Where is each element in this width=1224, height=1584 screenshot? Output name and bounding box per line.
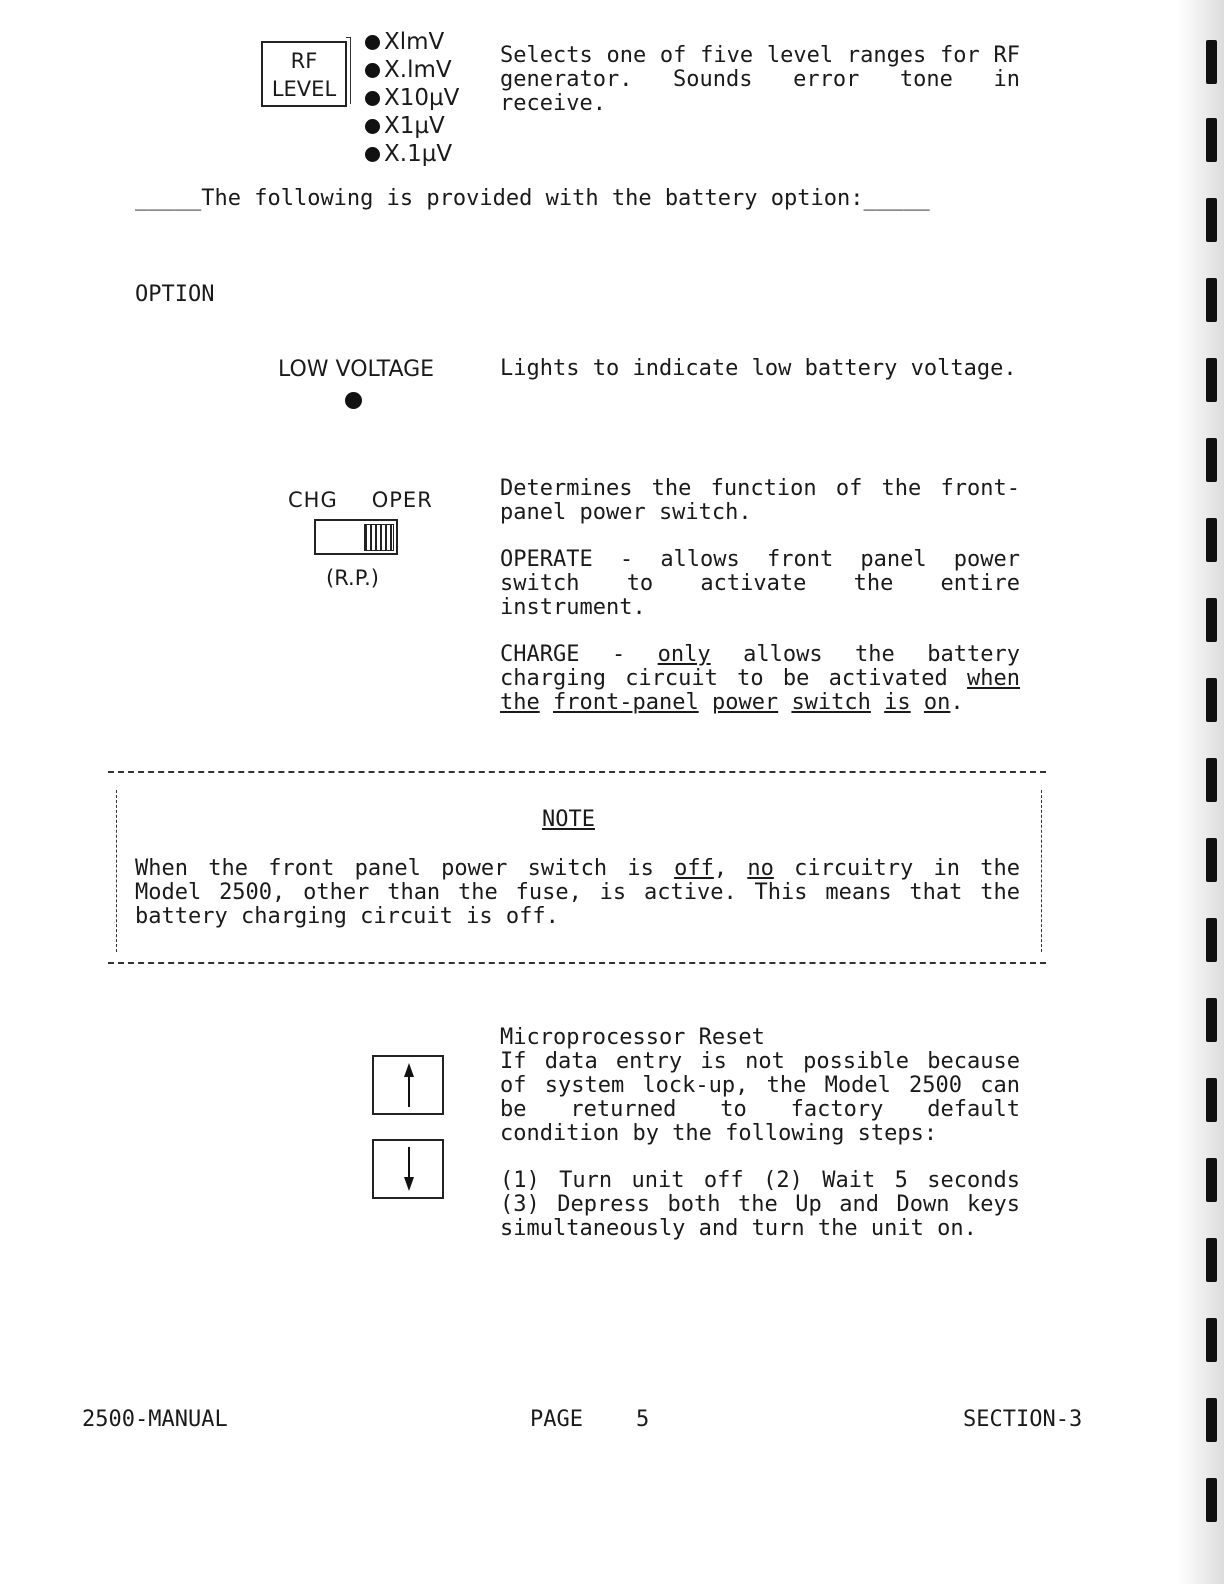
binding-mark <box>1206 40 1217 84</box>
up-arrow-icon <box>374 1057 442 1113</box>
heading-text: The following is provided with the battery option: <box>201 186 864 211</box>
binding-mark <box>1206 838 1217 882</box>
note-text-start: When the front panel power switch is <box>135 856 675 881</box>
binding-mark <box>1206 358 1217 402</box>
low-voltage-description-text: Lights to indicate low battery voltage. <box>500 356 1017 381</box>
chg-oper-charge <box>500 643 1020 715</box>
charge-end: . <box>950 690 964 715</box>
rf-range-item <box>365 84 459 112</box>
chg-oper-switch <box>314 519 398 555</box>
binding-mark <box>1206 518 1217 562</box>
binding-mark <box>1206 1158 1217 1202</box>
binding-mark <box>1206 678 1217 722</box>
low-voltage-indicator-icon <box>345 392 362 409</box>
battery-option-heading <box>135 187 930 211</box>
charge-underlined-word: power <box>711 690 779 715</box>
rf-range-item <box>365 112 459 140</box>
switch-knob-icon <box>364 524 394 551</box>
reset-body: If data entry is not possible because of system lock-up, the Model 2500 can be returned to factory default condition by the following steps: <box>500 1049 1020 1146</box>
indicator-dot-icon <box>365 63 380 78</box>
note-off-emphasis: off <box>674 856 714 881</box>
note-body <box>135 857 1020 929</box>
rf-range-label: X.lmV <box>384 57 452 83</box>
footer-section: SECTION-3 <box>963 1407 1083 1432</box>
binding-mark <box>1206 918 1217 962</box>
oper-label: OPER <box>371 488 433 512</box>
rf-range-label: X10µV <box>384 85 460 111</box>
rf-level-label-line1: RF <box>290 49 318 73</box>
charge-underlined-word: switch <box>791 690 871 715</box>
reset-steps: (1) Turn unit off (2) Wait 5 seconds (3) Depress both the Up and Down keys simultaneously and turn the unit on. <box>500 1168 1020 1241</box>
binding-mark <box>1206 1318 1217 1362</box>
charge-underlined-word: is <box>884 690 911 715</box>
footer-manual-name: 2500-MANUAL <box>82 1407 228 1432</box>
footer-page <box>530 1408 649 1432</box>
down-arrow-icon <box>374 1141 442 1197</box>
binding-mark <box>1206 118 1217 162</box>
binding-mark <box>1206 1478 1217 1522</box>
reset-title: Microprocessor Reset <box>500 1025 765 1050</box>
rf-range-label: X1µV <box>384 113 445 139</box>
low-voltage-description <box>500 357 1020 381</box>
note-title: NOTE <box>542 807 595 832</box>
up-key <box>372 1055 444 1115</box>
heading-trail-rule: _____ <box>863 186 930 211</box>
binding-mark <box>1206 1398 1217 1442</box>
rear-panel-label: (R.P.) <box>326 566 379 590</box>
charge-mid: allows the battery charging circuit to be activated <box>500 642 1020 691</box>
charge-underlined-word: on <box>923 690 951 715</box>
chg-label: CHG <box>288 488 338 512</box>
indicator-dot-icon <box>365 91 380 106</box>
binding-mark <box>1206 598 1217 642</box>
option-title: OPTION <box>135 282 215 307</box>
note-no-emphasis: no <box>747 856 774 881</box>
indicator-dot-icon <box>365 147 380 162</box>
binding-mark <box>1206 1238 1217 1282</box>
reset-description <box>500 1026 1020 1241</box>
note-box-right-border <box>1041 790 1042 952</box>
rf-range-item <box>365 56 459 84</box>
rf-range-label: XlmV <box>384 29 445 55</box>
chg-oper-intro: Determines the function of the front-panel power switch. <box>500 476 1020 525</box>
note-comma: , <box>713 856 748 881</box>
charge-prefix: CHARGE - <box>500 642 658 667</box>
note-box-left-border <box>116 790 117 952</box>
charge-only-emphasis: only <box>657 642 711 667</box>
low-voltage-label: LOW VOLTAGE <box>278 357 435 382</box>
note-box-top-border <box>108 771 1046 773</box>
rf-range-item <box>365 28 459 56</box>
binding-mark <box>1206 758 1217 802</box>
rf-range-label: X.1µV <box>384 141 453 167</box>
binding-mark <box>1206 438 1217 482</box>
binding-mark <box>1206 278 1217 322</box>
charge-underlined-word: when <box>967 666 1020 691</box>
indicator-dot-icon <box>365 35 380 50</box>
binding-mark <box>1206 198 1217 242</box>
indicator-dot-icon <box>365 119 380 134</box>
heading-lead-rule: _____ <box>135 186 202 211</box>
binding-mark <box>1206 1078 1217 1122</box>
note-box-bottom-border <box>108 962 1046 964</box>
page-label: PAGE <box>530 1407 583 1432</box>
rf-level-key <box>261 41 347 107</box>
chg-oper-labels <box>288 488 467 512</box>
down-key <box>372 1139 444 1199</box>
page-number: 5 <box>635 1407 650 1432</box>
rf-level-label-line2: LEVEL <box>271 77 337 101</box>
rf-level-description-text: Selects one of five level ranges for RF generator. Sounds error tone in receive. <box>500 43 1020 116</box>
note-text-end: circuitry in the Model 2500, other than the fuse, is active. This means that the battery charging circuit is off. <box>135 856 1020 929</box>
charge-underlined-word: the <box>500 690 540 715</box>
charge-underlined-word: front-panel <box>553 690 699 715</box>
rf-range-item <box>365 140 459 168</box>
binding-mark <box>1206 998 1217 1042</box>
rf-range-list <box>365 28 459 168</box>
binding-edge <box>1178 0 1224 1584</box>
chg-oper-description <box>500 477 1020 715</box>
chg-oper-operate: OPERATE - allows front panel power switch to activate the entire instrument. <box>500 547 1020 620</box>
rf-level-description <box>500 44 1020 116</box>
